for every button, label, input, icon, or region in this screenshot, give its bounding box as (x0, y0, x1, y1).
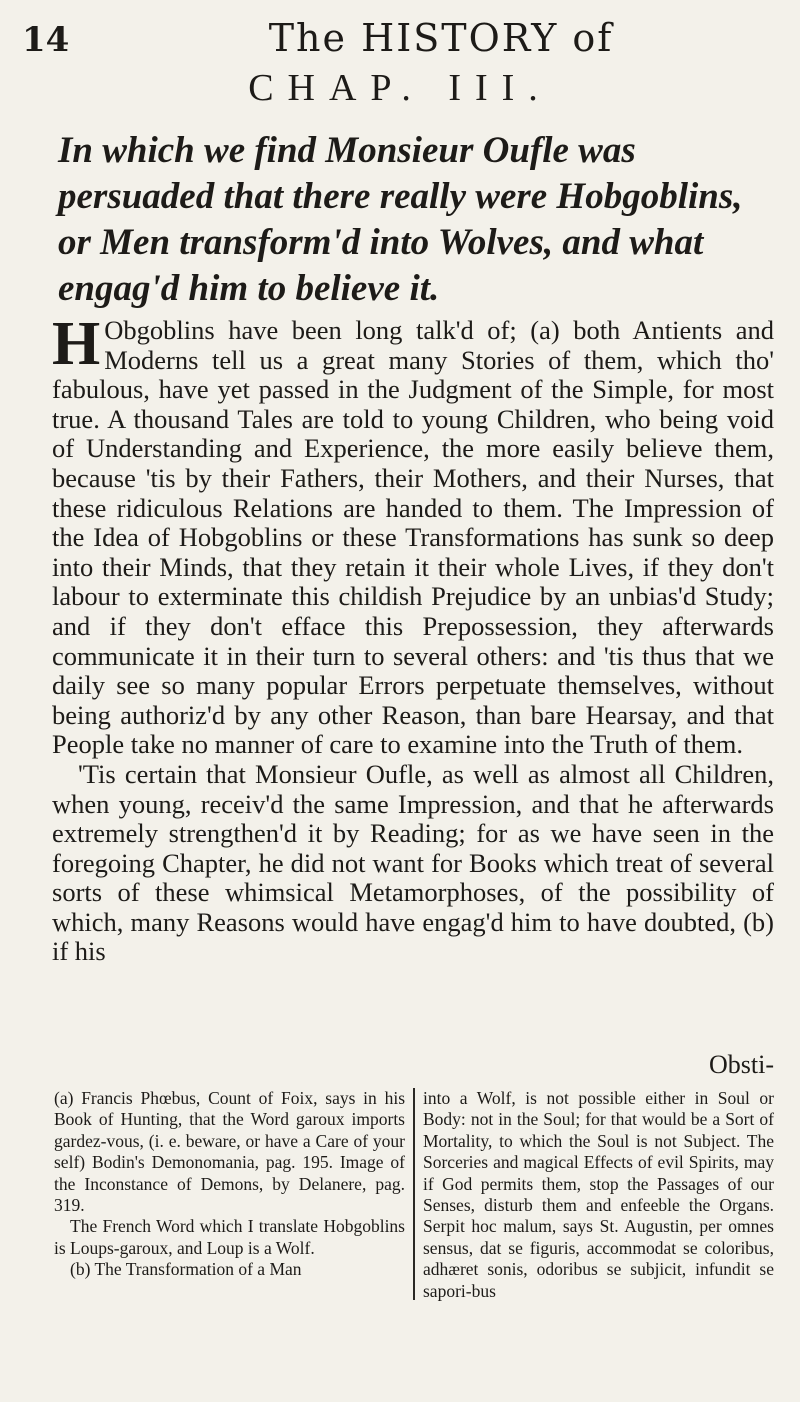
footnotes-left-column (54, 1088, 405, 1388)
chapter-summary: In which we find Monsieur Oufle was persuaded that there really were Hobgoblins, or Men transform'd into Wolves, and what engag'd him to believe it. (58, 130, 743, 309)
page-header (20, 12, 772, 66)
footnote-b-continued: into a Wolf, is not possible either in Soul or Body: not in the Soul; for that would be a Sort of Mortality, to which the Soul is not Subject. The Sorceries and magical Effects of evil Spirits, may if God permits them, stop the Passages of our Senses, disturb them and enfeeble the Organs. Serpit hoc malum, says St. Augustin, per omnes sensus, dat se figuris, accommodat se coloribus, adhæret sonis, odoribus se subjicit, infundit se sapori-bus (423, 1088, 774, 1301)
footnote-b: (b) The Transformation of a Man (70, 1259, 302, 1280)
page-number: 14 (22, 20, 70, 60)
paragraph-2: 'Tis certain that Monsieur Oufle, as well as almost all Children, when young, receiv'd the same Impression, and that he afterwards extremely strengthen'd it by Reading; for as we have seen in the foregoing Chapter, he did not want for Books which treat of several sorts of these whimsical Metamorphoses, of the possibility of which, many Reasons would have engag'd him to have doubted, (b) if his (52, 758, 774, 967)
drop-cap: H (52, 310, 101, 378)
paragraph-1-text: Obgoblins have been long talk'd of; (a) both Antients and Moderns tell us a great many Stories of them, which tho' fabulous, have yet passed in the Judgment of the Simple, for most true. A thousand Tales are told to young Children, who being void of Understanding and Experience, the more easily believe them, because 'tis by their Fathers, their Mothers, and their Nurses, that these ridiculous Relations are handed to them. The Impression of the Idea of Hobgoblins or these Transformations has sunk so deep into their Minds, that they retain it their whole Lives, if they don't labour to exterminate this childish Prejudice by an unbias'd Study; and if they don't efface this Prepossession, they afterwards communicate it in their turn to several others: and 'tis thus that we daily see so many popular Errors perpetuate themselves, without being authoriz'd by any other Reason, than bare Hearsay, and that People take no manner of care to examine into the Truth of them. (52, 315, 774, 760)
paragraph-1 (52, 310, 774, 760)
footnote-a: (a) Francis Phœbus, Count of Foix, says in his Book of Hunting, that the Word garoux imports gardez-vous, (i. e. beware, or have a Care of your self) Bodin's Demonomania, pag. 195. Image of the Inconstance of Demons, by Delanere, pag. 319. (54, 1088, 405, 1216)
chapter-heading: CHAP. III. (248, 67, 552, 109)
footnote-column-divider (413, 1088, 415, 1300)
footnote-a-translation-note: The French Word which I translate Hobgoblins is Loups-garoux, and Loup is a Wolf. (54, 1216, 405, 1258)
footnotes-right-column (423, 1088, 774, 1388)
body-text (52, 310, 774, 967)
running-head: The HISTORY of (268, 16, 614, 60)
catchword: Obsti- (709, 1050, 774, 1079)
footnotes (54, 1088, 774, 1388)
